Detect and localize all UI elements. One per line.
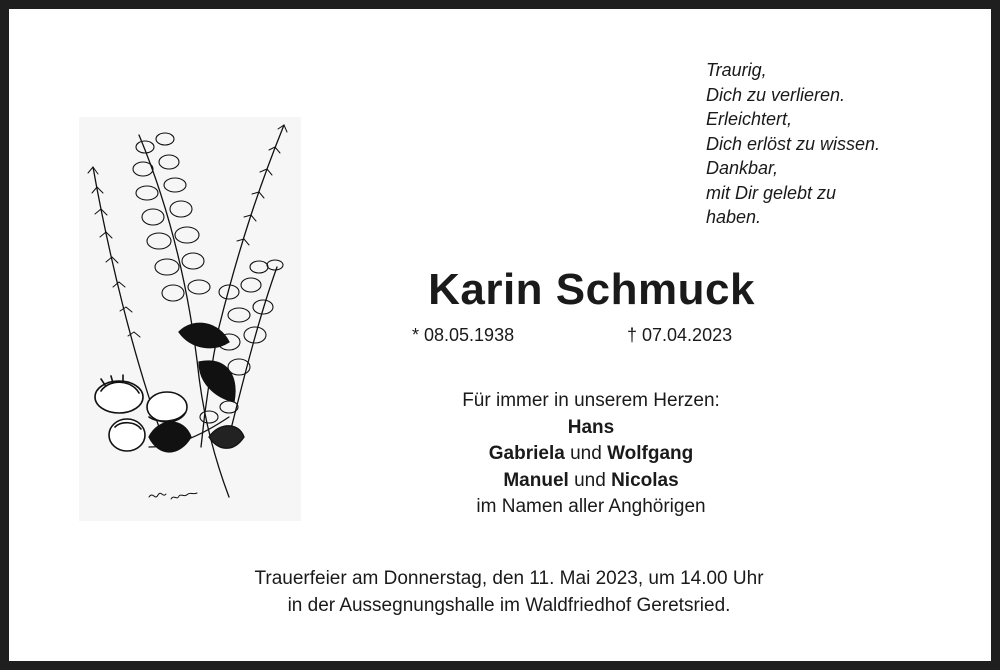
mourners-intro: Für immer in unserem Herzen:: [462, 390, 720, 411]
funeral-date-line: Trauerfeier am Donnerstag, den 11. Mai 2023, um 14.00 Uhr: [254, 568, 764, 589]
mourner-name: Gabriela: [488, 443, 565, 464]
poem: [706, 58, 880, 230]
funeral-location-line: in der Aussegnungshalle im Waldfriedhof Geretsried.: [287, 594, 731, 616]
mourner-name: Wolfgang: [607, 443, 694, 464]
mourner-line: [391, 441, 791, 468]
conjunction: und: [570, 443, 602, 464]
rosehip-branch-drawing-icon: [79, 117, 301, 521]
poem-line: Erleichtert,: [706, 109, 793, 129]
deceased-name: Karin Schmuck: [428, 265, 755, 314]
poem-line: Dich zu verlieren.: [706, 84, 846, 105]
birth-date: * 08.05.1938: [412, 325, 515, 345]
funeral-details: [109, 566, 909, 619]
poem-line: mit Dir gelebt zu: [706, 182, 837, 203]
poem-line: Traurig,: [706, 60, 767, 80]
poem-line: haben.: [706, 207, 762, 227]
conjunction: und: [574, 469, 606, 491]
mourner-name: Hans: [567, 416, 615, 438]
mourner-line: [391, 415, 791, 442]
mourner-line: [391, 468, 791, 495]
poem-line: Dich erlöst zu wissen.: [706, 133, 881, 154]
mourner-name: Nicolas: [611, 469, 679, 491]
death-date: † 07.04.2023: [627, 325, 733, 345]
mourner-name: Manuel: [503, 469, 569, 491]
poem-line: Dankbar,: [706, 158, 779, 178]
mourners-list: [391, 388, 791, 521]
mourners-closing: im Namen aller Anghörigen: [476, 496, 706, 517]
